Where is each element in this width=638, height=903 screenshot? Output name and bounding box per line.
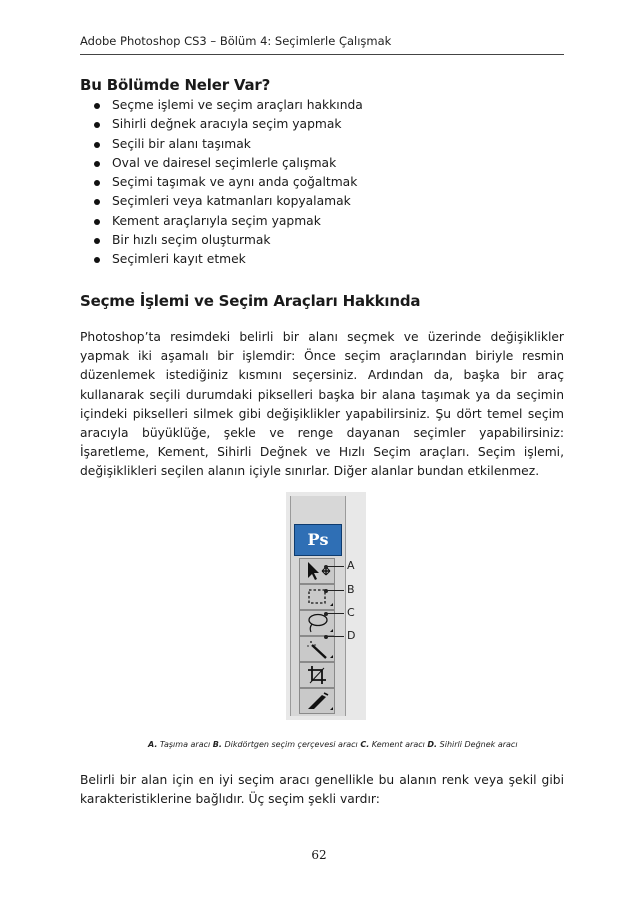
figure-caption: A. Taşıma aracı B. Dikdörtgen seçim çerçevesi aracı C. Kement aracı D. Sihirli Değnek aracı — [148, 740, 518, 749]
list-item: Bir hızlı seçim oluşturmak — [80, 231, 363, 250]
toolbox-panel — [290, 496, 346, 716]
leader-line-d — [326, 636, 344, 637]
list-item: Kement araçlarıyla seçim yapmak — [80, 212, 363, 231]
photoshop-logo: Ps — [294, 524, 342, 556]
list-item: Seçimi taşımak ve aynı anda çoğaltmak — [80, 173, 363, 192]
list-item: Oval ve dairesel seçimlerle çalışmak — [80, 154, 363, 173]
list-item: Seçili bir alanı taşımak — [80, 135, 363, 154]
list-item: Seçimleri kayıt etmek — [80, 250, 363, 269]
bullet-icon — [94, 122, 100, 128]
bullet-icon — [94, 161, 100, 167]
bullet-icon — [94, 142, 100, 148]
leader-line-b — [326, 590, 344, 591]
leader-line-c — [326, 613, 344, 614]
tool-label-c: C — [347, 606, 355, 619]
tool-label-b: B — [347, 583, 355, 596]
body-paragraph-closing: Belirli bir alan için en iyi seçim aracı genellikle bu alanın renk veya şekil gibi karakteristiklerine bağlıdır. Üç seçim şekli vardır: — [80, 773, 564, 807]
list-item: Seçimleri veya katmanları kopyalamak — [80, 192, 363, 211]
bullet-icon — [94, 238, 100, 244]
leader-line-a — [326, 566, 344, 567]
tool-label-d: D — [347, 629, 356, 642]
rectangular-marquee-icon — [299, 584, 335, 610]
tool-label-a: A — [347, 559, 355, 572]
move-tool-icon — [299, 558, 335, 584]
magic-wand-icon — [299, 636, 335, 662]
bullet-icon — [94, 103, 100, 109]
slice-tool-icon — [299, 688, 335, 714]
bullet-icon — [94, 257, 100, 263]
bullet-icon — [94, 219, 100, 225]
contents-bullet-list — [80, 96, 363, 270]
header-rule — [80, 54, 564, 55]
body-paragraph-selection-intro: Photoshop’ta resimdeki belirli bir alanı seçmek ve üzerinde değişiklikler yapmak iki aşamalı bir işlemdir: Önce seçim araçlarından biriyle resmin düzenlemek istediğiniz kısmını seçersiniz. Ardından da, başka bir araç kullanarak seçili durumdaki pikselleri başka bir alana taşımak ya da seçimin içindeki pikselleri silmek gibi değişiklikler yapabilirsiniz. Şu dört temel seçim aracıyla büyüklüğe, şekle ve renge dayanan seçimler yapabilirsiniz: İşaretleme, Kement, Sihirli Değnek ve Hızlı Seçim araçları. Seçim işlemi, değişiklikleri seçilen alanın içiyle sınırlar. Diğer alanlar bundan etkilenmez. — [80, 330, 564, 479]
list-item: Seçme işlemi ve seçim araçları hakkında — [80, 96, 363, 115]
crop-tool-icon — [299, 662, 335, 688]
list-item: Sihirli değnek aracıyla seçim yapmak — [80, 115, 363, 134]
section-heading-selection-tools: Seçme İşlemi ve Seçim Araçları Hakkında — [80, 292, 421, 310]
running-header: Adobe Photoshop CS3 – Bölüm 4: Seçimlerle Çalışmak — [80, 34, 392, 48]
bullet-icon — [94, 199, 100, 205]
bullet-icon — [94, 180, 100, 186]
section-heading-chapter-contents: Bu Bölümde Neler Var? — [80, 76, 271, 94]
page-number: 62 — [311, 848, 327, 862]
